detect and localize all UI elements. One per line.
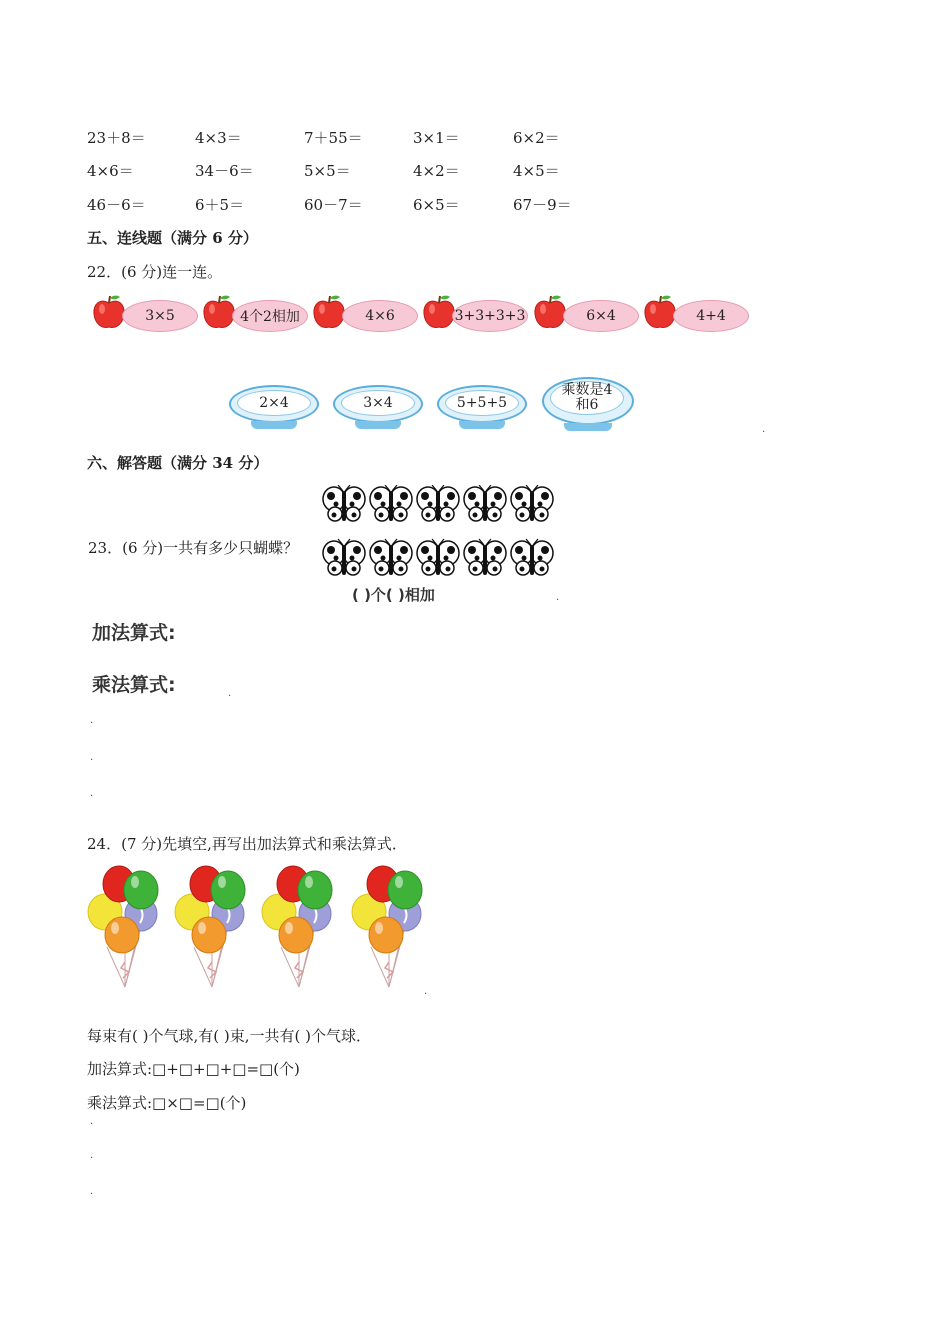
apple-expression: 6×4 — [563, 300, 639, 332]
balloon-bunches — [85, 862, 430, 992]
calc-item: 4×3＝ — [195, 129, 242, 147]
apple-card[interactable] — [643, 292, 753, 336]
paragraph-mark: . — [90, 752, 94, 763]
apple-expression: 4+4 — [673, 300, 749, 332]
calc-item: 4×6＝ — [87, 162, 134, 180]
apple-icon — [202, 294, 236, 330]
paragraph-mark: . — [90, 788, 94, 799]
apple-icon — [312, 294, 346, 330]
butterfly-caption: ( )个( )相加 — [352, 586, 435, 604]
calc-item: 5×5＝ — [304, 162, 351, 180]
apple-expression: 4个2相加 — [232, 300, 308, 332]
butterfly-grid — [318, 485, 558, 585]
q24-prompt: 24．(7 分)先填空,再写出加法算式和乘法算式． — [87, 835, 407, 853]
bowl-base — [459, 421, 505, 429]
bowl-card[interactable] — [542, 377, 634, 433]
section-6-title: 六、解答题（满分 34 分） — [87, 454, 269, 472]
paragraph-mark: . — [90, 715, 94, 726]
calc-item: 3×1＝ — [413, 129, 460, 147]
apple-card[interactable] — [533, 292, 643, 336]
q23-prompt: 23．(6 分)一共有多少只蝴蝶？ — [88, 539, 299, 557]
apple-icon — [533, 294, 567, 330]
butterfly-illustration — [318, 485, 558, 585]
calc-item: 7＋55＝ — [304, 129, 363, 147]
bowl-base — [564, 423, 612, 431]
apple-expression: 4×6 — [342, 300, 418, 332]
calc-item: 6×5＝ — [413, 196, 460, 214]
paragraph-mark: . — [90, 1116, 94, 1127]
apple-expression: 3×5 — [122, 300, 198, 332]
calc-item: 4×2＝ — [413, 162, 460, 180]
paragraph-mark: . — [90, 1150, 94, 1161]
apple-icon — [643, 294, 677, 330]
apple-card[interactable] — [202, 292, 312, 336]
multiplication-label: 乘法算式: — [92, 674, 176, 696]
apple-card[interactable] — [312, 292, 422, 336]
calc-item: 6×2＝ — [513, 129, 560, 147]
paragraph-mark: . — [90, 1186, 94, 1197]
bowl-card[interactable] — [333, 385, 423, 431]
bowl-card[interactable] — [229, 385, 319, 431]
section-5-title: 五、连线题（满分 6 分） — [87, 229, 258, 247]
calc-item: 67－9＝ — [513, 196, 572, 214]
calc-item: 4×5＝ — [513, 162, 560, 180]
paragraph-mark: . — [424, 986, 428, 997]
calc-item: 60－7＝ — [304, 196, 363, 214]
q24-fill-line: 每束有( )个气球,有( )束,一共有( )个气球． — [87, 1027, 371, 1045]
apple-expression: 3+3+3+3 — [452, 300, 528, 332]
addition-label: 加法算式: — [92, 622, 176, 644]
apple-icon — [422, 294, 456, 330]
apple-card[interactable] — [92, 292, 202, 336]
bowl-label: 5+5+5 — [445, 390, 519, 416]
calc-item: 46－6＝ — [87, 196, 146, 214]
q24-addition-line: 加法算式:□+□+□+□=□(个) — [87, 1060, 300, 1078]
bowl-label: 乘数是4和6 — [550, 381, 624, 415]
paragraph-mark: . — [762, 424, 766, 435]
bowl-label: 3×4 — [341, 390, 415, 416]
calc-item: 23＋8＝ — [87, 129, 146, 147]
q24-multiplication-line: 乘法算式:□×□=□(个) — [87, 1094, 247, 1112]
calc-item: 6＋5＝ — [195, 196, 245, 214]
paragraph-mark: . — [556, 592, 560, 603]
calc-item: 34－6＝ — [195, 162, 254, 180]
bowl-card[interactable] — [437, 385, 527, 431]
bowl-label: 2×4 — [237, 390, 311, 416]
q22-prompt: 22．(6 分)连一连。 — [87, 263, 223, 281]
balloon-illustration — [85, 862, 430, 992]
paragraph-mark: . — [228, 688, 232, 699]
apple-icon — [92, 294, 126, 330]
bowl-base — [355, 421, 401, 429]
bowl-base — [251, 421, 297, 429]
apple-card[interactable] — [422, 292, 532, 336]
